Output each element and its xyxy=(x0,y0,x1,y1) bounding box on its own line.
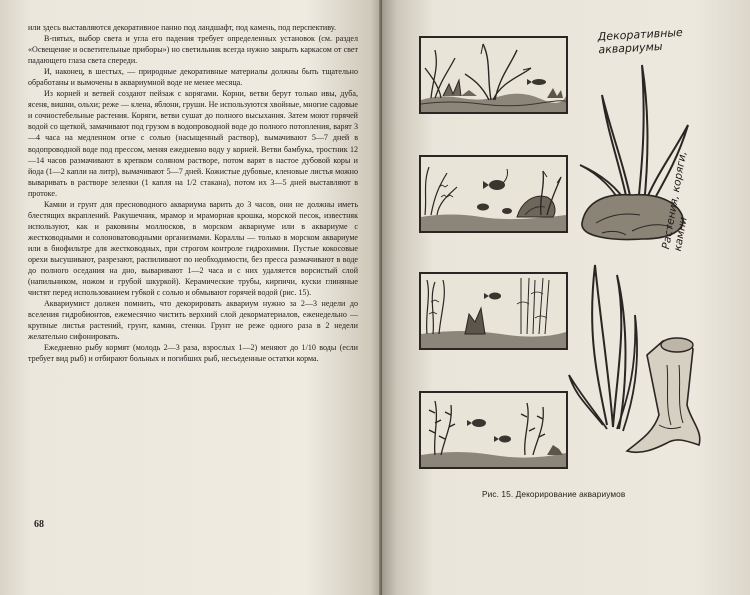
paragraph: В-пятых, выбор света и угла его падения требует определенных установок (см. раздел «Освещение и осветительные приборы») но светильник всегда нужно закрыть каркасом от свет падающего глаза света спереди. xyxy=(28,34,358,66)
paragraph: И, наконец, в шестых, — природные декоративные материалы должны быть тщательно обработаны и вымочены в аквариумной воде не менее месяца. xyxy=(28,67,358,88)
paragraph: или здесь выставляются декоративное панно под ландшафт, под камень, под перспективу. xyxy=(28,23,336,32)
aquarium-drawing-4 xyxy=(421,393,566,467)
paragraph: Ежедневно рыбу кормят (молодь 2—3 раза, взрослых 1—2) меняют до 1/10 воды (если требует вид рыб) и отбирают больных и погибших рыб, несъеденные остатки корма. xyxy=(28,343,358,364)
aquarium-illustration xyxy=(419,155,568,233)
aquarium-drawing-2 xyxy=(421,157,566,231)
aquarium-drawing-1 xyxy=(421,38,566,112)
paragraph: Из корней и ветвей создают пейзаж с корягами. Корни, ветви берут только ивы, дуба, ясеня, вишни, ольхи; реже — клена, яблони, груши. Не используются хвойные, многие садовые и сочностебельные растения. Коряги, ветви сушат до полного высыхания. Затем моют горячей водой со щеткой, замачивают под грузом в водопроводной воде до полного потопления, варят 3—4 часа на медленном огне с солью (насыщенный раствор), вымачивают 5—7 дней в водопроводной воде под прессом, меняя ежедневно воду у корней. Ветви бамбука, тростник 12—14 часов размачивают в крепком соляном растворе, потом варят в настое дубовой коры и йода (1—2 капли на литр), вымачивают 5—7 дней. Кожистые дубовые, кленовые листья можно вываривать в растворе зеленки (1 капля на 1/2 стакана), потом их 3—5 дней выставляют в протоке. xyxy=(28,89,358,198)
plant-and-driftwood-drawing xyxy=(567,245,707,470)
left-page-text xyxy=(28,22,358,364)
illustration-caption-decorative-aquariums: Декоративные аквариумы xyxy=(597,25,684,57)
page-number: 68 xyxy=(34,519,44,530)
right-page xyxy=(382,0,750,595)
aquarium-drawing-3 xyxy=(421,274,566,348)
illustration-caption-plants-driftwood-stones: Растения, коряги, камни xyxy=(660,150,690,253)
aquarium-illustration xyxy=(419,391,568,469)
figure-caption: Рис. 15. Декорирование аквариумов xyxy=(482,489,626,499)
paragraph: Аквариумист должен помнить, что декорировать аквариум нужно за 2—3 недели до вселения гидробионтов, ежемесячно чистить верхний слой декорматериалов, еженедельно — крупные листья растений, грунт, камни, стенки. Грунт не реже одного раза в 2 недели желательно сифонировать. xyxy=(28,299,358,342)
aquarium-illustration xyxy=(419,36,568,114)
aquarium-illustration xyxy=(419,272,568,350)
paragraph: Камни и грунт для пресноводного аквариума варить до 3 часов, они не должны иметь блестящих вкраплений. Ракушечник, мрамор и мраморная крошка, морской песок, известняк используют, как и раковины моллюсков, в морском аквариуме или в аквариуме с жестководными и солоноватоводными организмами. Кораллы — только в морском аквариуме или в биофильтре для жестководных, при строгом контроле гидрохимии. Пустые кокосовые орехи высушивают, разрезают, распиливают по необходимости, без пресса размачивают в воде до полного оседания на дно, вываривают 1—2 часа и с них удаляется ворсистый слой (напильником, ножом и грубой шкуркой). Керамические трубы, кирпичи, куски глиняные чистят перед использованием губкой с солью и обмывают горячей водой (рис. 15). xyxy=(28,199,358,298)
